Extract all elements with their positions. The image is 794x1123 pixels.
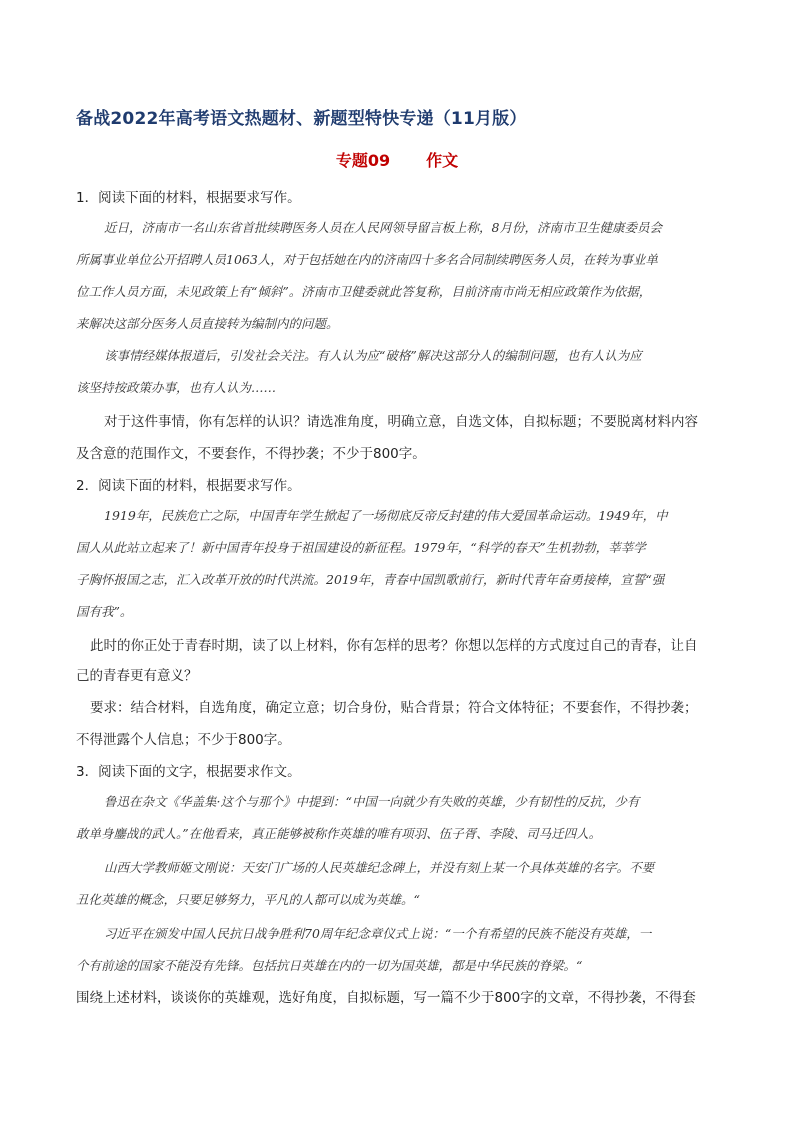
- question-3-material-line: 习近平在颁发中国人民抗日战争胜利70周年纪念章仪式上说：“一个有希望的民族不能没有英雄，一: [104, 926, 652, 941]
- question-2-requirement-line: 要求：结合材料，自选角度，确定立意；切合身份，贴合背景；符合文体特征；不要套作，不得抄袭；: [90, 700, 698, 716]
- question-2-requirement-line: 不得泄露个人信息；不少于800字。: [76, 732, 291, 748]
- section-name: 作文: [426, 151, 459, 170]
- question-2-material-line: 1919年，民族危亡之际，中国青年学生掀起了一场彻底反帝反封建的伟大爱国革命运动。1949年，中: [104, 508, 668, 523]
- section-heading: [0, 148, 794, 171]
- question-1-material-line: 所属事业单位公开招聘人员1063人，对于包括她在内的济南四十多名合同制续聘医务人员，在转为事业单: [76, 252, 658, 267]
- question-2-material-line: 国人从此站立起来了！新中国青年投身于祖国建设的新征程。1979年，“科学的春天”生机勃勃，莘莘学: [76, 540, 646, 555]
- question-1-material-line: 来解决这部分医务人员直接转为编制内的问题。: [76, 316, 339, 331]
- question-2-prompt: 2．阅读下面的材料，根据要求写作。: [76, 478, 301, 494]
- question-2-material-line: 子胸怀报国之志，汇入改革开放的时代洪流。2019年，青春中国凯歌前行，新时代青年奋勇接棒，宣誓“强: [76, 572, 665, 587]
- question-3-material-line: 个有前途的国家不能没有先锋。包括抗日英雄在内的一切为国英雄，都是中华民族的脊梁。“: [76, 958, 583, 973]
- question-3-material-line: 丑化英雄的概念，只要足够努力，平凡的人都可以成为英雄。“: [76, 892, 420, 907]
- question-3-requirement-line: 围绕上述材料，谈谈你的英雄观，选好角度，自拟标题，写一篇不少于800字的文章，不得抄袭，不得套: [76, 990, 696, 1006]
- question-3-material-line: 敢单身鏖战的武人。”在他看来，真正能够被称作英雄的唯有项羽、伍子胥、李陵、司马迁四人。: [76, 826, 602, 841]
- question-1-material-line: 该事情经媒体报道后，引发社会关注。有人认为应“破格”解决这部分人的编制问题，也有人认为应: [104, 348, 642, 363]
- question-2-requirement-line: 己的青春更有意义？: [76, 668, 198, 684]
- question-1-prompt: 1．阅读下面的材料，根据要求写作。: [76, 190, 301, 206]
- question-1-requirement-line: 及含意的范围作文，不要套作，不得抄袭；不少于800字。: [76, 446, 426, 462]
- question-3-material-line: 山西大学教师姬文刚说：天安门广场的人民英雄纪念碑上，并没有刻上某一个具体英雄的名字。不要: [104, 860, 655, 875]
- document-title: 备战2022年高考语文热题材、新题型特快专递（11月版）: [76, 109, 527, 129]
- question-2-material-line: 国有我”。: [76, 604, 133, 619]
- section-label: 专题09: [335, 151, 391, 170]
- question-2-requirement-line: 此时的你正处于青春时期，读了以上材料，你有怎样的思考？你想以怎样的方式度过自己的青春，让自: [90, 638, 698, 654]
- question-1-requirement-line: 对于这件事情，你有怎样的认识？请选准角度，明确立意，自选文体，自拟标题；不要脱离材料内容: [104, 414, 698, 430]
- question-3-prompt: 3．阅读下面的文字，根据要求作文。: [76, 764, 301, 780]
- question-1-material-line: 位工作人员方面，未见政策上有“倾斜”。济南市卫健委就此答复称，目前济南市尚无相应政策作为依据，: [76, 284, 652, 299]
- question-3-material-line: 鲁迅在杂文《华盖集·这个与那个》中提到：“中国一向就少有失败的英雄，少有韧性的反抗，少有: [104, 794, 640, 809]
- question-1-material-line: 近日，济南市一名山东省首批续聘医务人员在人民网领导留言板上称，8月份，济南市卫生健康委员会: [104, 220, 662, 235]
- question-1-material-line: 该坚持按政策办事，也有人认为……: [76, 380, 277, 395]
